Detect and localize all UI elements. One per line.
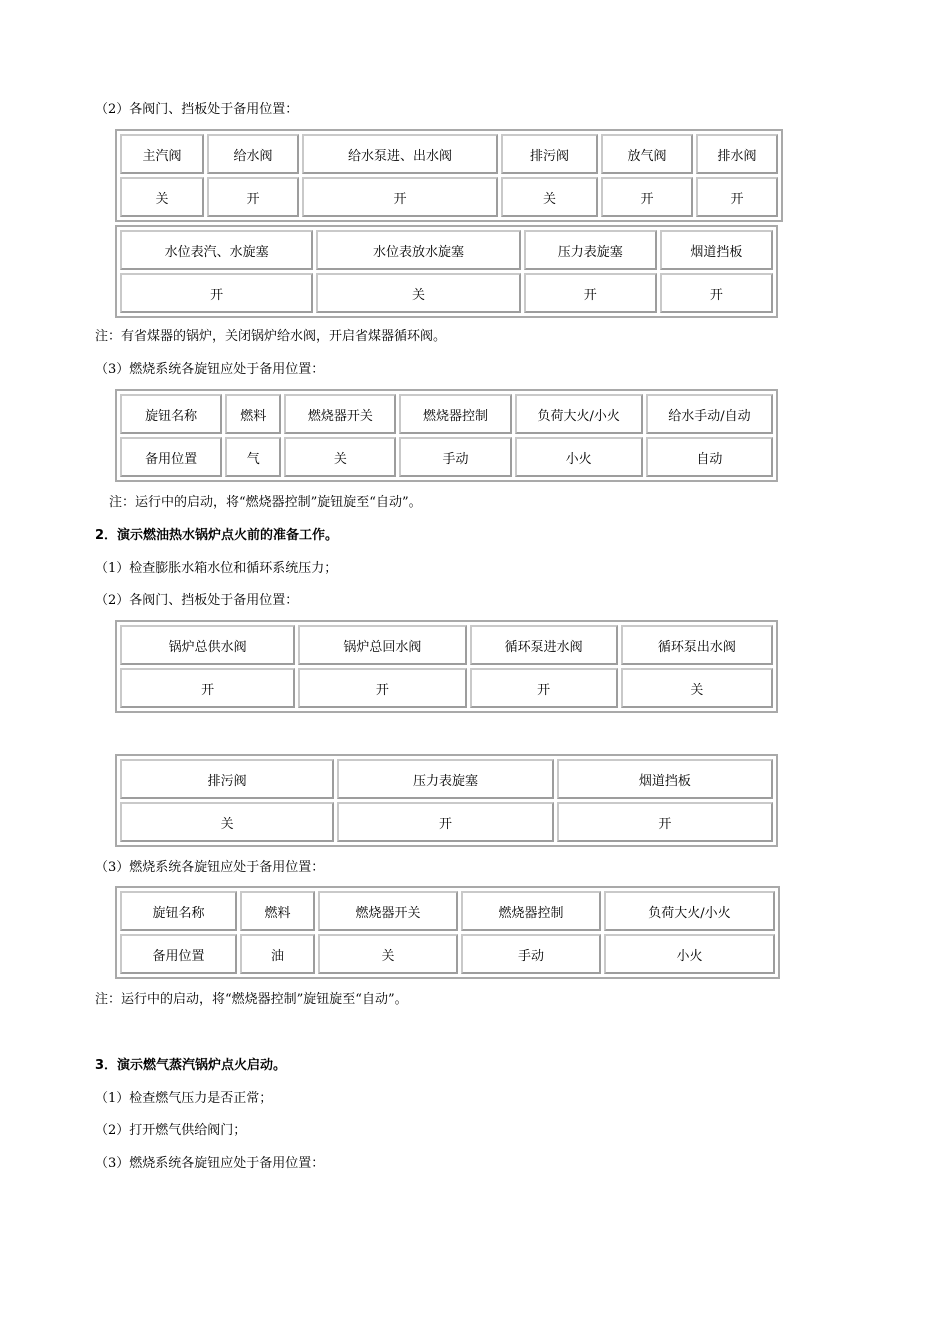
table-header-cell: 烟道挡板	[660, 230, 773, 270]
table-header-cell: 水位表放水旋塞	[316, 230, 520, 270]
s2-valves-table-b	[115, 754, 778, 847]
table-header-cell: 循环泵出水阀	[621, 625, 773, 665]
table-header-cell: 烟道挡板	[557, 759, 773, 799]
table-cell: 自动	[646, 437, 773, 477]
table-header-cell: 给水阀	[207, 134, 299, 174]
table-cell: 开	[207, 177, 299, 217]
table-header-cell: 排污阀	[120, 759, 334, 799]
table-cell: 关	[284, 437, 396, 477]
section2-heading: 2．演示燃油热水锅炉点火前的准备工作。	[95, 528, 339, 543]
table-cell: 关	[316, 273, 520, 313]
section2-check: （1）检查膨胀水箱水位和循环系统压力；	[95, 561, 338, 576]
section1-knobs-note: 注：运行中的启动，将“燃烧器控制”旋钮旋至“自动”。	[109, 495, 422, 510]
table-cell: 小火	[515, 437, 643, 477]
table-cell: 关	[120, 177, 204, 217]
table-cell: 油	[240, 934, 315, 974]
table-cell: 开	[120, 668, 295, 708]
table-cell: 关	[318, 934, 458, 974]
table-cell: 手动	[399, 437, 511, 477]
table-header-cell: 燃烧器开关	[318, 891, 458, 931]
table-cell: 开	[302, 177, 498, 217]
section1-note: 注：有省煤器的锅炉，关闭锅炉给水阀，开启省煤器循环阀。	[95, 329, 447, 344]
table-cell: 开	[557, 802, 773, 842]
section1-valves-title: （2）各阀门、挡板处于备用位置：	[95, 102, 299, 117]
section2-knobs-title: （3）燃烧系统各旋钮应处于备用位置：	[95, 860, 325, 875]
table-header-cell: 燃烧器控制	[461, 891, 601, 931]
table-cell: 关	[621, 668, 773, 708]
section3-item-2: （2）打开燃气供给阀门；	[95, 1123, 247, 1138]
s1-valves-table-b	[115, 225, 778, 318]
table-cell: 备用位置	[120, 437, 222, 477]
table-cell: 开	[696, 177, 778, 217]
s2-valves-table-a	[115, 620, 778, 713]
table-header-cell: 放气阀	[601, 134, 693, 174]
table-header-cell: 燃烧器开关	[284, 394, 396, 434]
table-header-cell: 燃料	[225, 394, 281, 434]
s2-knobs-table	[115, 886, 780, 979]
section3-item-3: （3）燃烧系统各旋钮应处于备用位置：	[95, 1156, 325, 1171]
table-cell: 开	[120, 273, 313, 313]
table-cell: 开	[298, 668, 466, 708]
s1-knobs-table	[115, 389, 778, 482]
table-header-cell: 旋钮名称	[120, 394, 222, 434]
table-cell: 气	[225, 437, 281, 477]
table-header-cell: 给水泵进、出水阀	[302, 134, 498, 174]
table-header-cell: 循环泵进水阀	[470, 625, 618, 665]
s1-valves-table-a	[115, 129, 783, 222]
table-header-cell: 排水阀	[696, 134, 778, 174]
table-header-cell: 锅炉总回水阀	[298, 625, 466, 665]
table-cell: 关	[120, 802, 334, 842]
table-header-cell: 主汽阀	[120, 134, 204, 174]
table-cell: 开	[601, 177, 693, 217]
section2-knobs-note: 注：运行中的启动，将“燃烧器控制”旋钮旋至“自动”。	[95, 992, 408, 1007]
table-cell: 开	[470, 668, 618, 708]
table-header-cell: 燃烧器控制	[399, 394, 511, 434]
table-cell: 开	[660, 273, 773, 313]
section1-knobs-title: （3）燃烧系统各旋钮应处于备用位置：	[95, 362, 325, 377]
section3-item-1: （1）检查燃气压力是否正常；	[95, 1091, 273, 1106]
table-header-cell: 负荷大火/小火	[515, 394, 643, 434]
table-cell: 开	[524, 273, 657, 313]
table-header-cell: 压力表旋塞	[524, 230, 657, 270]
table-cell: 备用位置	[120, 934, 237, 974]
table-cell: 小火	[604, 934, 775, 974]
table-header-cell: 排污阀	[501, 134, 598, 174]
table-cell: 手动	[461, 934, 601, 974]
section3-heading: 3．演示燃气蒸汽锅炉点火启动。	[95, 1058, 287, 1073]
table-cell: 开	[337, 802, 553, 842]
table-cell: 关	[501, 177, 598, 217]
table-header-cell: 压力表旋塞	[337, 759, 553, 799]
section2-valves-title: （2）各阀门、挡板处于备用位置：	[95, 593, 299, 608]
table-header-cell: 负荷大火/小火	[604, 891, 775, 931]
table-header-cell: 燃料	[240, 891, 315, 931]
table-header-cell: 锅炉总供水阀	[120, 625, 295, 665]
table-header-cell: 水位表汽、水旋塞	[120, 230, 313, 270]
table-header-cell: 给水手动/自动	[646, 394, 773, 434]
table-header-cell: 旋钮名称	[120, 891, 237, 931]
